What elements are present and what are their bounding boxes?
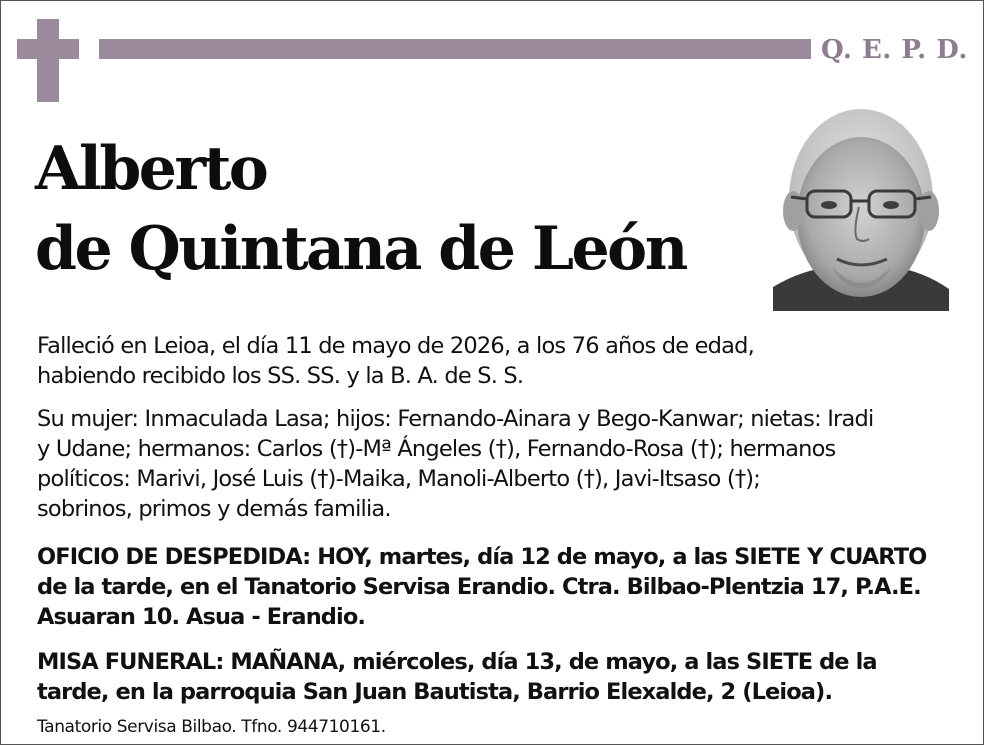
- text-line: habiendo recibido los SS. SS. y la B. A. de S. S.: [37, 363, 524, 389]
- text-line: MISA FUNERAL: MAÑANA, miércoles, día 13, de mayo, a las SIETE de la: [37, 649, 877, 675]
- portrait-photo: [773, 99, 949, 311]
- text-line: Falleció en Leioa, el día 11 de mayo de 2026, a los 76 años de edad,: [37, 333, 754, 359]
- qepd-label: Q. E. P. D.: [821, 35, 968, 65]
- text-line: tarde, en la parroquia San Juan Bautista, Barrio Elexalde, 2 (Leioa).: [37, 679, 833, 705]
- deceased-first-name: Alberto: [35, 134, 267, 204]
- funeral-home-contact: Tanatorio Servisa Bilbao. Tfno. 944710161.: [37, 717, 386, 737]
- deceased-surnames: de Quintana de León: [35, 214, 686, 284]
- text-line: políticos: Marivi, José Luis (†)-Maika, Manoli-Alberto (†), Javi-Itsaso (†);: [37, 466, 761, 492]
- cross-icon-bar: [17, 39, 79, 59]
- text-line: de la tarde, en el Tanatorio Servisa Erandio. Ctra. Bilbao-Plentzia 17, P.A.E.: [37, 574, 921, 600]
- text-line: y Udane; hermanos: Carlos (†)-Mª Ángeles (†), Fernando-Rosa (†); hermanos: [37, 436, 836, 462]
- cross-icon: [37, 19, 59, 102]
- text-line: Asuaran 10. Asua - Erandio.: [37, 604, 366, 630]
- text-line: Su mujer: Inmaculada Lasa; hijos: Fernando-Ainara y Bego-Kanwar; nietas: Iradi: [37, 406, 874, 432]
- family-paragraph: [37, 404, 957, 524]
- text-line: OFICIO DE DESPEDIDA: HOY, martes, día 12 de mayo, a las SIETE Y CUARTO: [37, 544, 927, 570]
- header-rule: [99, 39, 811, 59]
- farewell-paragraph: [37, 542, 957, 632]
- deceased-name: [35, 129, 686, 289]
- text-line: sobrinos, primos y demás familia.: [37, 496, 391, 522]
- mass-paragraph: [37, 647, 957, 707]
- death-paragraph: [37, 331, 754, 391]
